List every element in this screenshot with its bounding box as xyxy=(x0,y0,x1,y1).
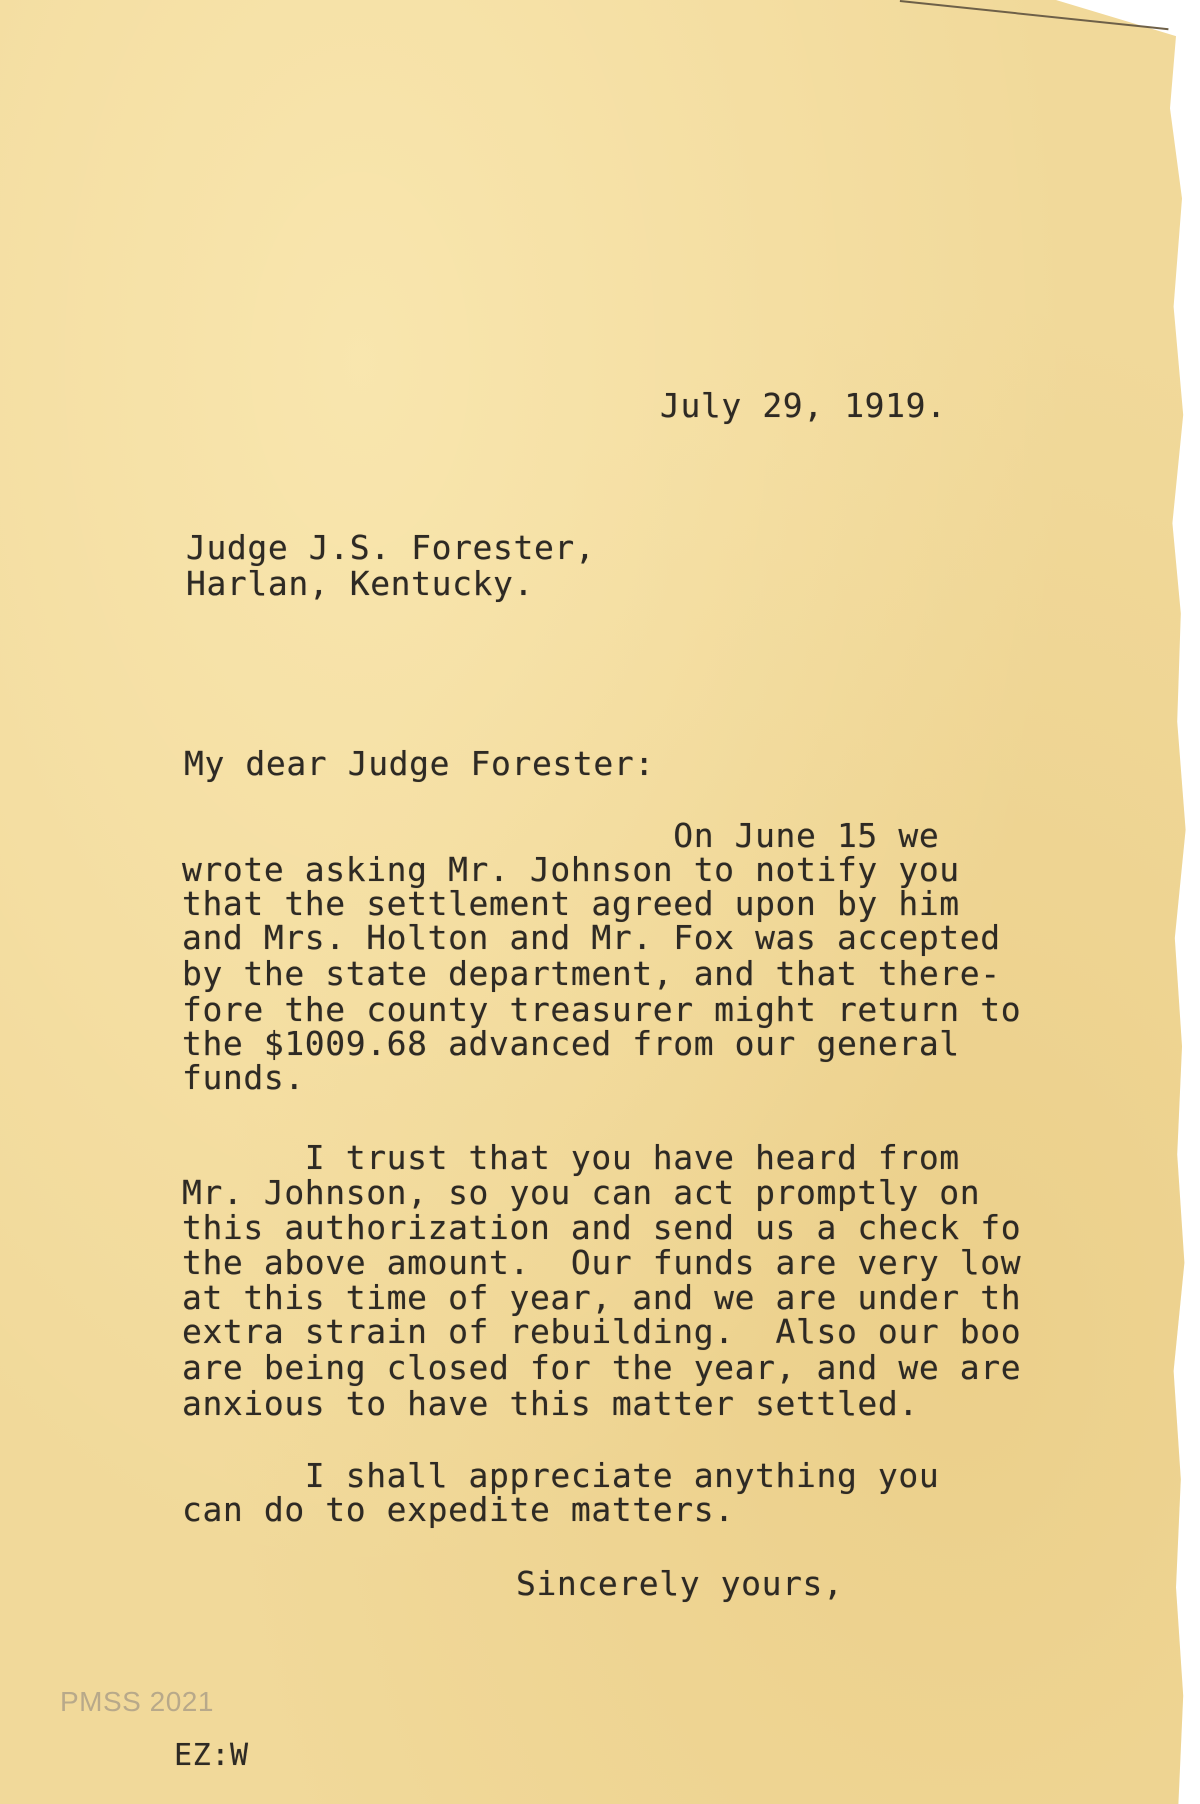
body-line: by the state department, and that there- xyxy=(182,954,1001,993)
body-line: On June 15 we xyxy=(182,816,940,855)
body-line: the $1009.68 advanced from our general xyxy=(182,1024,960,1063)
recipient-name: Judge J.S. Forester, xyxy=(186,528,596,567)
body-line: fore the county treasurer might return to xyxy=(182,990,1022,1029)
body-line: I shall appreciate anything you xyxy=(182,1456,940,1495)
typist-initials: EZ:W xyxy=(174,1738,249,1773)
body-line: are being closed for the year, and we are xyxy=(182,1348,1022,1387)
body-line: I trust that you have heard from xyxy=(182,1138,960,1177)
body-line: funds. xyxy=(182,1058,305,1097)
body-line: at this time of year, and we are under th xyxy=(182,1278,1022,1317)
body-line: wrote asking Mr. Johnson to notify you xyxy=(182,850,960,889)
body-line: the above amount. Our funds are very low xyxy=(182,1243,1022,1282)
body-line: and Mrs. Holton and Mr. Fox was accepted xyxy=(182,918,1001,957)
archive-watermark: PMSS 2021 xyxy=(60,1686,214,1717)
body-line: that the settlement agreed upon by him xyxy=(182,884,960,923)
body-line: extra strain of rebuilding. Also our boo xyxy=(182,1312,1022,1351)
body-line: anxious to have this matter settled. xyxy=(182,1384,919,1423)
recipient-location: Harlan, Kentucky. xyxy=(186,564,534,603)
body-line: this authorization and send us a check fo xyxy=(182,1208,1022,1247)
closing: Sincerely yours, xyxy=(516,1564,844,1603)
letter-date: July 29, 1919. xyxy=(660,386,947,425)
body-line: Mr. Johnson, so you can act promptly on xyxy=(182,1173,981,1212)
salutation: My dear Judge Forester: xyxy=(184,744,655,783)
body-line: can do to expedite matters. xyxy=(182,1490,735,1529)
